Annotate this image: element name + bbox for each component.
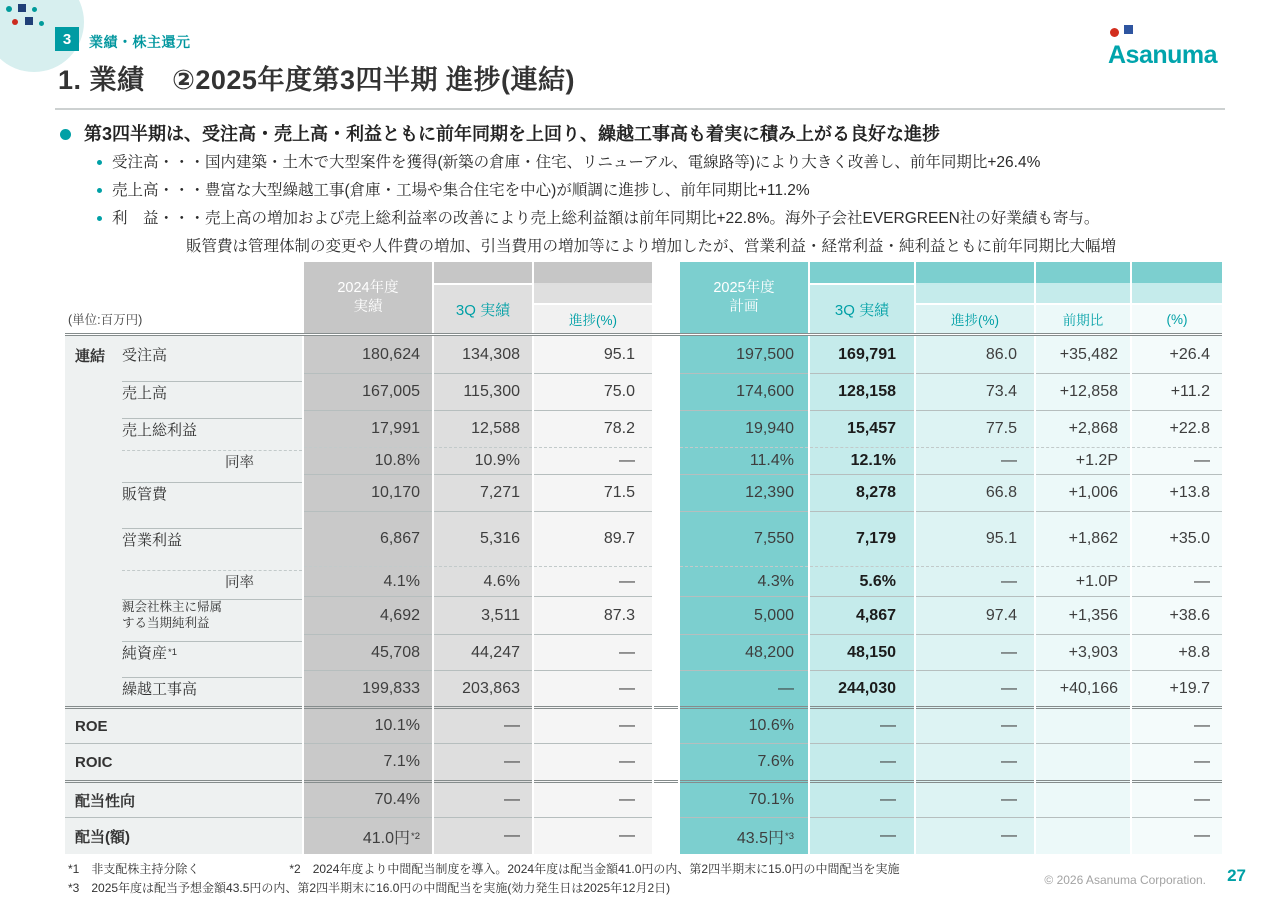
header-band bbox=[810, 262, 914, 283]
table-cell: 48,200 bbox=[680, 634, 808, 670]
header-band bbox=[534, 262, 652, 283]
header-band bbox=[1132, 262, 1222, 283]
table-cell: 4.6% bbox=[434, 566, 532, 596]
sub-bullet-text: 受注高・・・国内建築・土木で大型案件を獲得(新築の倉庫・住宅、リニューアル、電線路等)により大きく改善し、前年同期比+26.4% bbox=[112, 154, 1041, 172]
table-cell: — bbox=[810, 743, 914, 780]
table-cell: 73.4 bbox=[916, 373, 1034, 410]
decor-dot-teal bbox=[39, 21, 44, 26]
table-cell: — bbox=[1132, 566, 1222, 596]
table-cell: +40,166 bbox=[1036, 670, 1130, 706]
table-row bbox=[65, 743, 1222, 780]
table-cell: 19,940 bbox=[680, 410, 808, 447]
table-cell: +8.8 bbox=[1132, 634, 1222, 670]
table-cell: +1,356 bbox=[1036, 596, 1130, 634]
decor-dot-teal bbox=[32, 7, 37, 12]
table-cell bbox=[1036, 817, 1130, 854]
table-cell: — bbox=[1132, 780, 1222, 817]
table-cell: +3,903 bbox=[1036, 634, 1130, 670]
table-row bbox=[65, 817, 1222, 854]
row-label: 親会社株主に帰属 する当期純利益 bbox=[65, 596, 302, 634]
table-cell: 7,179 bbox=[810, 511, 914, 566]
table-cell: 5,000 bbox=[680, 596, 808, 634]
table-cell: 10.6% bbox=[680, 706, 808, 743]
footnote-line bbox=[68, 860, 899, 879]
table-cell: 244,030 bbox=[810, 670, 914, 706]
table-cell: 75.0 bbox=[534, 373, 652, 410]
row-label: 同率 bbox=[65, 447, 302, 474]
table-cell: 7,550 bbox=[680, 511, 808, 566]
footnote-2: *2 2024年度より中間配当制度を導入。2024年度は配当金額41.0円の内、第2四半期末に15.0円の中間配当を実施 bbox=[289, 862, 900, 876]
main-bullet bbox=[60, 123, 1235, 146]
header-band bbox=[1132, 283, 1222, 303]
header-band bbox=[1036, 283, 1130, 303]
table-cell: 6,867 bbox=[304, 511, 432, 566]
row-label: 売上総利益 bbox=[65, 410, 302, 447]
table-gap bbox=[654, 634, 678, 670]
table-cell: — bbox=[916, 447, 1034, 474]
col-header-yoy-pct: (%) bbox=[1132, 262, 1222, 333]
table-cell: — bbox=[434, 706, 532, 743]
copyright: © 2026 Asanuma Corporation. bbox=[1044, 873, 1206, 887]
table-row bbox=[65, 474, 1222, 511]
row-label: 配当(額) bbox=[65, 817, 302, 854]
table-row bbox=[65, 511, 1222, 566]
table-cell bbox=[1036, 780, 1130, 817]
col-header-yoy: 前期比 bbox=[1036, 262, 1130, 333]
table-cell: 4,867 bbox=[810, 596, 914, 634]
table-cell: — bbox=[1132, 743, 1222, 780]
table-row bbox=[65, 566, 1222, 596]
table-gap bbox=[654, 743, 678, 780]
table-cell bbox=[1036, 743, 1130, 780]
page-number: 27 bbox=[1227, 866, 1246, 885]
table-cell: 45,708 bbox=[304, 634, 432, 670]
table-row bbox=[65, 670, 1222, 706]
table-cell: +35,482 bbox=[1036, 336, 1130, 373]
table-cell: 10,170 bbox=[304, 474, 432, 511]
table-gap bbox=[654, 474, 678, 511]
row-label: 配当性向 bbox=[65, 780, 302, 817]
table-cell: +1.0P bbox=[1036, 566, 1130, 596]
table-cell: 197,500 bbox=[680, 336, 808, 373]
table-cell: — bbox=[534, 817, 652, 854]
table-cell: — bbox=[916, 743, 1034, 780]
col-header-q3-actual-right: 3Q 実績 bbox=[810, 262, 914, 333]
table-gap bbox=[654, 670, 678, 706]
sub-bullet-dot-icon bbox=[97, 188, 102, 193]
sub-bullet-text: 利 益・・・売上高の増加および売上総利益率の改善により売上総利益額は前年同期比+22.8%。海外子会社EVERGREEN社の好業績も寄与。 bbox=[112, 210, 1100, 228]
asanuma-logo bbox=[1108, 24, 1244, 70]
header-label-area bbox=[65, 262, 302, 333]
row-label: 繰越工事高 bbox=[65, 670, 302, 706]
table-header bbox=[65, 262, 1222, 336]
decor-square-navy bbox=[25, 17, 33, 25]
table-cell: 77.5 bbox=[916, 410, 1034, 447]
table-cell: 95.1 bbox=[916, 511, 1034, 566]
header-band bbox=[434, 262, 532, 283]
table-cell: 180,624 bbox=[304, 336, 432, 373]
header-band bbox=[534, 283, 652, 303]
row-label: 営業利益 bbox=[65, 511, 302, 566]
table-cell: 115,300 bbox=[434, 373, 532, 410]
col-header-progress-left: 進捗(%) bbox=[534, 262, 652, 333]
table-cell: — bbox=[916, 634, 1034, 670]
header-band bbox=[916, 262, 1034, 283]
footnote-line bbox=[68, 879, 899, 898]
section-number-badge: 3 bbox=[55, 27, 79, 51]
table-cell: — bbox=[916, 706, 1034, 743]
logo-blue-square-icon bbox=[1124, 25, 1133, 34]
table-cell: +38.6 bbox=[1132, 596, 1222, 634]
decor-dot-red bbox=[12, 19, 18, 25]
table-cell: 12.1% bbox=[810, 447, 914, 474]
table-cell: — bbox=[916, 780, 1034, 817]
table-gap bbox=[654, 596, 678, 634]
table-row bbox=[65, 410, 1222, 447]
decor-square-navy bbox=[18, 4, 26, 12]
row-label: 受注高 bbox=[65, 336, 302, 373]
table-cell: — bbox=[916, 670, 1034, 706]
table-cell: 17,991 bbox=[304, 410, 432, 447]
table-row bbox=[65, 596, 1222, 634]
unit-note: (単位:百万円) bbox=[68, 313, 143, 327]
table-cell: 89.7 bbox=[534, 511, 652, 566]
table-row bbox=[65, 336, 1222, 373]
decor-dot-teal bbox=[6, 6, 12, 12]
footnote-1: *1 非支配株主持分除く bbox=[68, 862, 200, 876]
table-cell: — bbox=[1132, 706, 1222, 743]
table-gap bbox=[654, 410, 678, 447]
table-cell: 71.5 bbox=[534, 474, 652, 511]
table-cell: 10.9% bbox=[434, 447, 532, 474]
table-cell: 8,278 bbox=[810, 474, 914, 511]
table-cell: 95.1 bbox=[534, 336, 652, 373]
header-band bbox=[916, 283, 1034, 303]
main-bullet-text: 第3四半期は、受注高・売上高・利益ともに前年同期を上回り、繰越工事高も着実に積み上がる良好な進捗 bbox=[84, 124, 941, 144]
bullet-dot-icon bbox=[60, 129, 71, 140]
table-cell: 48,150 bbox=[810, 634, 914, 670]
table-cell: 10.8% bbox=[304, 447, 432, 474]
table-cell: +26.4 bbox=[1132, 336, 1222, 373]
table-gap bbox=[654, 336, 678, 373]
table-gap bbox=[654, 780, 678, 817]
table-cell: — bbox=[434, 743, 532, 780]
table-cell: 70.4% bbox=[304, 780, 432, 817]
table-gap bbox=[654, 817, 678, 854]
table-cell: — bbox=[534, 780, 652, 817]
table-cell: 174,600 bbox=[680, 373, 808, 410]
table-cell: — bbox=[916, 566, 1034, 596]
row-label: 同率 bbox=[65, 566, 302, 596]
title-divider bbox=[55, 108, 1225, 110]
table-row bbox=[65, 373, 1222, 410]
sub-bullet bbox=[97, 208, 1235, 230]
group-label-consolidated: 連結 bbox=[75, 348, 106, 365]
table-cell: +1.2P bbox=[1036, 447, 1130, 474]
header-band bbox=[1036, 262, 1130, 283]
table-cell: 43.5円 *3 bbox=[680, 817, 808, 854]
row-label: 販管費 bbox=[65, 474, 302, 511]
table-cell: — bbox=[810, 706, 914, 743]
row-label: ROE bbox=[65, 706, 302, 743]
summary-bullets bbox=[60, 123, 1235, 258]
table-cell: — bbox=[680, 670, 808, 706]
table-cell: 5,316 bbox=[434, 511, 532, 566]
table-cell: — bbox=[534, 670, 652, 706]
row-label: 純資産 *1 bbox=[65, 634, 302, 670]
table-gap bbox=[654, 373, 678, 410]
table-gap bbox=[654, 706, 678, 743]
sub-bullet-text: 販管費は管理体制の変更や人件費の増加、引当費用の増加等により増加したが、営業利益・経常利益・純利益ともに前年同期比大幅増 bbox=[186, 238, 1117, 256]
page-title: 1. 業績 ②2025年度第3四半期 進捗(連結) bbox=[58, 65, 575, 95]
table-cell: — bbox=[534, 447, 652, 474]
table-cell: — bbox=[916, 817, 1034, 854]
logo-red-dot-icon bbox=[1110, 28, 1119, 37]
table-cell: 4.3% bbox=[680, 566, 808, 596]
table-cell: — bbox=[810, 780, 914, 817]
table-cell: 7.6% bbox=[680, 743, 808, 780]
col-header-fy2025-plan: 2025年度 計画 bbox=[680, 262, 808, 333]
table-row bbox=[65, 447, 1222, 474]
table-cell: +2,868 bbox=[1036, 410, 1130, 447]
table-cell: 167,005 bbox=[304, 373, 432, 410]
sub-bullet-continuation bbox=[186, 236, 1235, 258]
table-cell: 5.6% bbox=[810, 566, 914, 596]
table-cell: 4,692 bbox=[304, 596, 432, 634]
table-cell: 78.2 bbox=[534, 410, 652, 447]
col-header-fy2024-actual: 2024年度 実績 bbox=[304, 262, 432, 333]
table-cell: 12,588 bbox=[434, 410, 532, 447]
table-body bbox=[65, 336, 1222, 854]
section-label: 業績・株主還元 bbox=[89, 34, 191, 50]
sub-bullet bbox=[97, 152, 1235, 174]
table-cell: +22.8 bbox=[1132, 410, 1222, 447]
table-cell: — bbox=[534, 706, 652, 743]
table-cell: — bbox=[534, 634, 652, 670]
table-cell: 97.4 bbox=[916, 596, 1034, 634]
table-cell: — bbox=[1132, 447, 1222, 474]
table-cell: — bbox=[534, 566, 652, 596]
footnotes bbox=[68, 860, 899, 897]
table-cell: 86.0 bbox=[916, 336, 1034, 373]
table-cell: 7.1% bbox=[304, 743, 432, 780]
table-gap bbox=[654, 447, 678, 474]
financial-table bbox=[65, 262, 1222, 854]
table-cell: 11.4% bbox=[680, 447, 808, 474]
sub-bullet-text: 売上高・・・豊富な大型繰越工事(倉庫・工場や集合住宅を中心)が順調に進捗し、前年同期比+11.2% bbox=[112, 182, 810, 200]
table-cell: +1,006 bbox=[1036, 474, 1130, 511]
table-cell: +1,862 bbox=[1036, 511, 1130, 566]
sub-bullet-dot-icon bbox=[97, 216, 102, 221]
table-row bbox=[65, 634, 1222, 670]
table-cell: 4.1% bbox=[304, 566, 432, 596]
table-cell: 12,390 bbox=[680, 474, 808, 511]
table-cell: +11.2 bbox=[1132, 373, 1222, 410]
table-cell: +35.0 bbox=[1132, 511, 1222, 566]
table-cell: — bbox=[434, 780, 532, 817]
table-cell: +13.8 bbox=[1132, 474, 1222, 511]
footnote-3: *3 2025年度は配当予想金額43.5円の内、第2四半期末に16.0円の中間配当を実施(効力発生日は2025年12月2日) bbox=[68, 880, 671, 895]
table-cell: 3,511 bbox=[434, 596, 532, 634]
table-cell: 169,791 bbox=[810, 336, 914, 373]
table-cell: 15,457 bbox=[810, 410, 914, 447]
table-cell: 10.1% bbox=[304, 706, 432, 743]
table-cell: 203,863 bbox=[434, 670, 532, 706]
logo-wordmark: Asanuma bbox=[1108, 41, 1218, 69]
table-cell: 44,247 bbox=[434, 634, 532, 670]
table-gap bbox=[654, 511, 678, 566]
table-cell: — bbox=[434, 817, 532, 854]
table-cell: 41.0円 *2 bbox=[304, 817, 432, 854]
table-cell: — bbox=[534, 743, 652, 780]
table-cell: 199,833 bbox=[304, 670, 432, 706]
col-header-progress-right: 進捗(%) bbox=[916, 262, 1034, 333]
table-cell: 70.1% bbox=[680, 780, 808, 817]
table-cell: +12,858 bbox=[1036, 373, 1130, 410]
table-cell: 134,308 bbox=[434, 336, 532, 373]
table-row bbox=[65, 706, 1222, 743]
sub-bullet-dot-icon bbox=[97, 160, 102, 165]
table-cell: 128,158 bbox=[810, 373, 914, 410]
row-label: 売上高 bbox=[65, 373, 302, 410]
table-gap bbox=[654, 566, 678, 596]
row-label: ROIC bbox=[65, 743, 302, 780]
col-header-q3-actual-left: 3Q 実績 bbox=[434, 262, 532, 333]
table-row bbox=[65, 780, 1222, 817]
table-cell: 7,271 bbox=[434, 474, 532, 511]
table-cell: — bbox=[810, 817, 914, 854]
table-gap bbox=[654, 262, 678, 333]
table-cell: — bbox=[1132, 817, 1222, 854]
table-cell: +19.7 bbox=[1132, 670, 1222, 706]
sub-bullet bbox=[97, 180, 1235, 202]
table-cell: 66.8 bbox=[916, 474, 1034, 511]
table-cell: 87.3 bbox=[534, 596, 652, 634]
table-cell bbox=[1036, 706, 1130, 743]
